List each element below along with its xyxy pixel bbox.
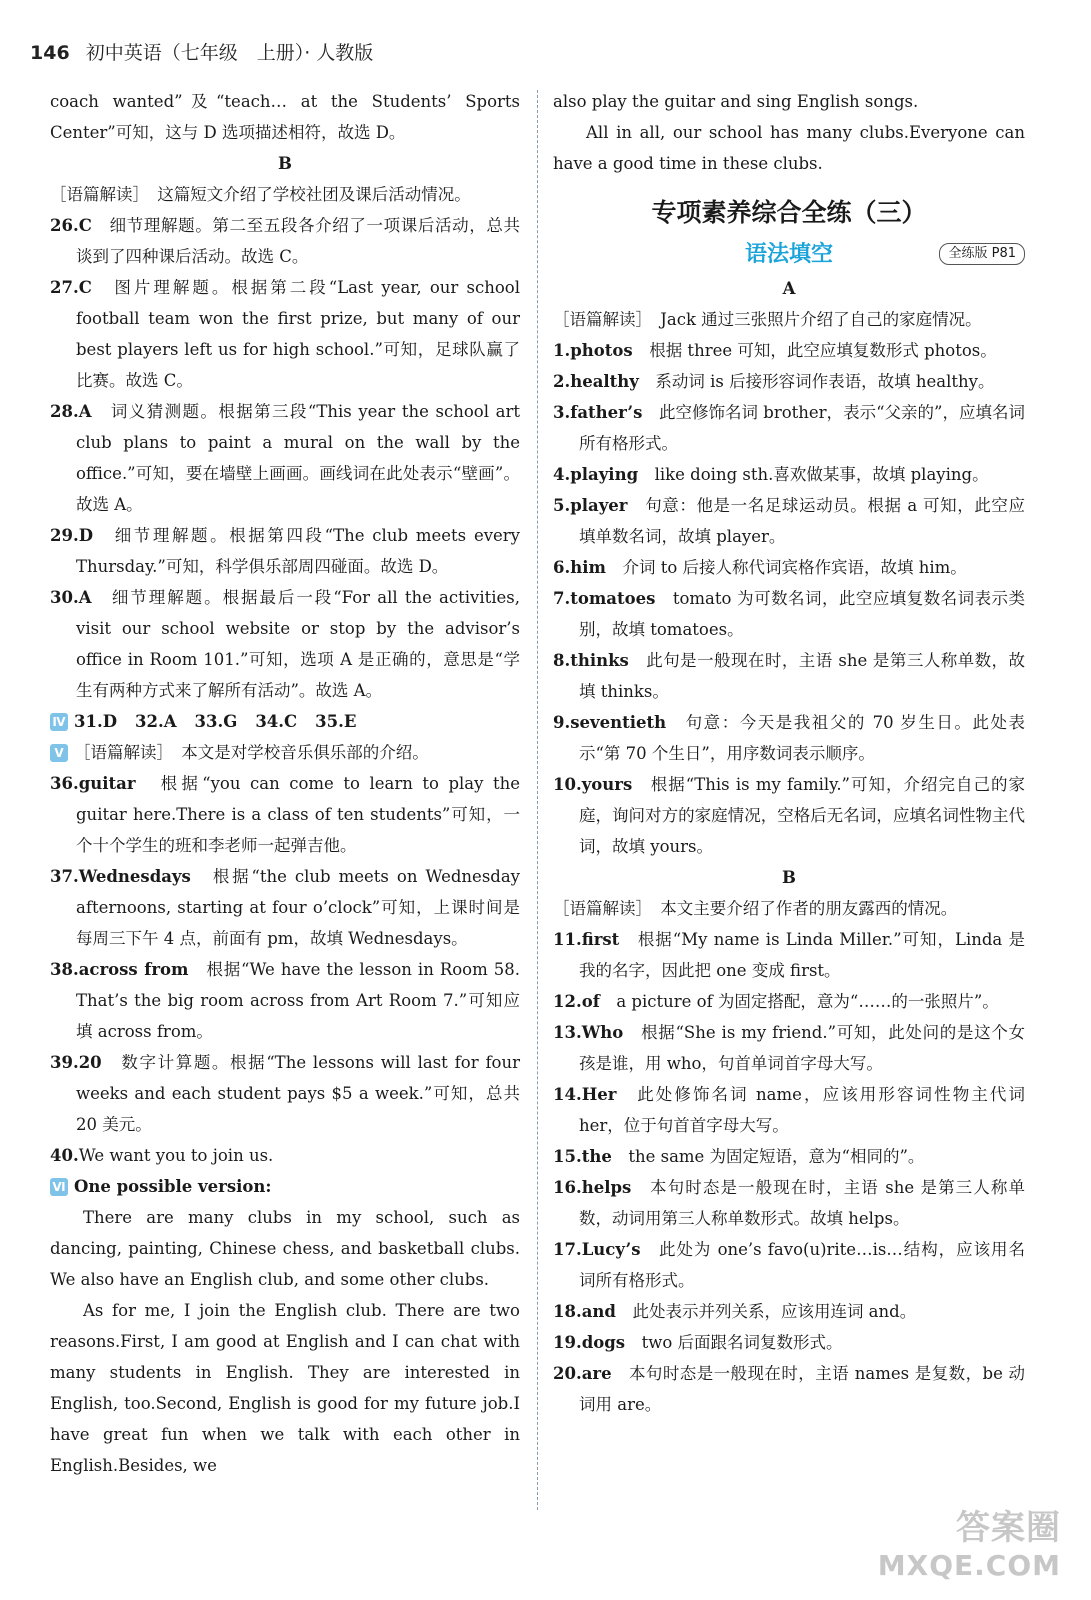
column-divider xyxy=(537,90,538,1510)
answer-item: 27.C 图片理解题。根据第二段“Last year, our school football team won the first prize, but many of our best players left us for high school.”可知，足球队赢了比赛。故选 C。 xyxy=(50,278,521,390)
section-iv-answers: Ⅳ 31.D 32.A 33.G 34.C 35.E xyxy=(50,706,520,737)
essay-continued: also play the guitar and sing English songs. xyxy=(553,92,919,111)
answer-item: 7.tomatoes tomato 为可数名词，此空应填复数名词表示类别，故填 tomatoes。 xyxy=(553,589,1026,639)
part-b-heading: B xyxy=(278,154,292,173)
left-column xyxy=(50,86,520,1481)
answer-item: 40.We want you to join us. xyxy=(50,1146,274,1165)
answer-item: 14.Her 此处修饰名词 name，应该用形容词性物主代词 her，位于句首首字母大写。 xyxy=(553,1085,1026,1135)
answer-item: 3.father’s 此空修饰名词 brother，表示“父亲的”，应填名词所有格形式。 xyxy=(553,403,1025,453)
answer-item: 12.of a picture of 为固定搭配，意为“……的一张照片”。 xyxy=(553,992,999,1011)
section-iv-badge: Ⅳ xyxy=(50,713,68,731)
answer-item: 11.first 根据“My name is Linda Miller.”可知，Linda 是我的名字，因此把 one 变成 first。 xyxy=(553,930,1026,980)
answer-item: 13.Who 根据“She is my friend.”可知，此处问的是这个女孩是谁，用 who，句首单词首字母大写。 xyxy=(553,1023,1026,1073)
section-title: 专项素养综合全练（三） xyxy=(651,198,927,227)
answer-item: 8.thinks 此句是一般现在时，主语 she 是第三人称单数，故填 thinks。 xyxy=(553,651,1026,701)
page-header xyxy=(30,38,373,68)
answer-item: 36.guitar 根据“you can come to learn to play the guitar here.There is a class of ten students”可知，一个十个学生的班和李老师一起弹吉他。 xyxy=(50,774,521,855)
watermark: 答案圈 MXQE.COM xyxy=(877,1508,1061,1582)
right-column xyxy=(553,86,1025,1420)
answer-item: 39.20 数字计算题。根据“The lessons will last for four weeks and each student pays $5 a week.”可知，总共 20 美元。 xyxy=(50,1053,520,1134)
continued-answer-text: coach wanted”及“teach… at the Students’ Sports Center”可知，这与 D 选项描述相符，故选 D。 xyxy=(50,92,520,142)
section-v-intro: Ⅴ ［语篇解读］ 本文是对学校音乐俱乐部的介绍。 xyxy=(50,737,520,768)
answer-item: 4.playing like doing sth.喜欢做某事，故填 playing。 xyxy=(553,465,989,484)
answer-item: 16.helps 本句时态是一般现在时，主语 she 是第三人称单数，动词用第三人称单数形式。故填 helps。 xyxy=(553,1178,1025,1228)
section-vi-badge: Ⅵ xyxy=(50,1178,68,1196)
answer-item: 18.and 此处表示并列关系，应该用连词 and。 xyxy=(553,1302,917,1321)
answer-item: 1.photos 根据 three 可知，此空应填复数形式 photos。 xyxy=(553,341,997,360)
answer-item: 28.A 词义猜测题。根据第三段“This year the school art club plans to paint a mural on the wall by the office.”可知，要在墙壁上画画。画线词在此处表示“壁画”。故选 A。 xyxy=(50,402,520,514)
answer-item: 30.A 细节理解题。根据最后一段“For all the activities, visit our school website or stop by the advisor’s office in Room 101.”可知，选项 A 是正确的，意思是“学生有两种方式来了解所有活动”。故选 A。 xyxy=(50,588,520,700)
answer-item: 37.Wednesdays 根据“the club meets on Wednesday afternoons, starting at four o’clock”可知，上课时间是每周三下午 4 点，前面有 pm，故填 Wednesdays。 xyxy=(50,867,521,948)
essay-paragraph: As for me, I join the English club. There are two reasons.First, I am good at English and I can chat with many students in English. They are interested in English, too.Second, English is good for my future job.I have great fun when we talk with each other in English.Besides, we xyxy=(50,1301,520,1475)
essay-paragraph: There are many clubs in my school, such as dancing, painting, Chinese chess, and basketball clubs. We also have an English club, and some other clubs. xyxy=(50,1208,520,1289)
answer-item: 29.D 细节理解题。根据第四段“The club meets every Thursday.”可知，科学俱乐部周四碰面。故选 D。 xyxy=(50,526,520,576)
answer-item: 19.dogs two 后面跟名词复数形式。 xyxy=(553,1333,843,1352)
subsection-title: 语法填空 xyxy=(744,242,833,267)
answer-item: 9.seventieth 句意：今天是我祖父的 70 岁生日。此处表示“第 70 个生日”，用序数词表示顺序。 xyxy=(553,713,1025,763)
passage-intro: ［语篇解读］ Jack 通过三张照片介绍了自己的家庭情况。 xyxy=(553,310,982,329)
subsection-row xyxy=(553,237,1025,273)
answer-item: 10.yours 根据“This is my family.”可知，介绍完自己的家庭，询问对方的家庭情况，空格后无名词，应填名词性物主代词，故填 yours。 xyxy=(553,775,1025,856)
part-a-heading: A xyxy=(782,279,796,298)
passage-intro: ［语篇解读］ 本文主要介绍了作者的朋友露西的情况。 xyxy=(553,899,958,918)
answer-item: 2.healthy 系动词 is 后接形容词作表语，故填 healthy。 xyxy=(553,372,995,391)
answer-item: 15.the the same 为固定短语，意为“相同的”。 xyxy=(553,1147,925,1166)
answer-item: 20.are 本句时态是一般现在时，主语 names 是复数，be 动词用 are。 xyxy=(553,1364,1026,1414)
essay-paragraph: All in all, our school has many clubs.Everyone can have a good time in these clubs. xyxy=(553,123,1025,173)
passage-intro: ［语篇解读］ 这篇短文介绍了学校社团及课后活动情况。 xyxy=(50,185,471,204)
answer-item: 17.Lucy’s 此处为 one’s favo(u)rite…is…结构，应该用名词所有格形式。 xyxy=(553,1240,1025,1290)
answer-item: 6.him 介词 to 后接人称代词宾格作宾语，故填 him。 xyxy=(553,558,967,577)
answer-item: 26.C 细节理解题。第二至五段各介绍了一项课后活动，总共谈到了四种课后活动。故选 C。 xyxy=(50,216,521,266)
book-title: 初中英语（七年级 上册）· 人教版 xyxy=(85,42,374,64)
answer-item: 5.player 句意：他是一名足球运动员。根据 a 可知，此空应填单数名词，故填 player。 xyxy=(553,496,1026,546)
section-vi-heading: Ⅵ One possible version: xyxy=(50,1171,520,1202)
page-reference-badge: 全练版 P81 xyxy=(939,243,1025,265)
section-v-badge: Ⅴ xyxy=(50,744,68,762)
answer-item: 38.across from 根据“We have the lesson in Room 58. That’s the big room across from Art Room 7.”可知应填 across from。 xyxy=(50,960,520,1041)
page-number: 146 xyxy=(30,42,70,64)
part-b-heading: B xyxy=(782,868,796,887)
